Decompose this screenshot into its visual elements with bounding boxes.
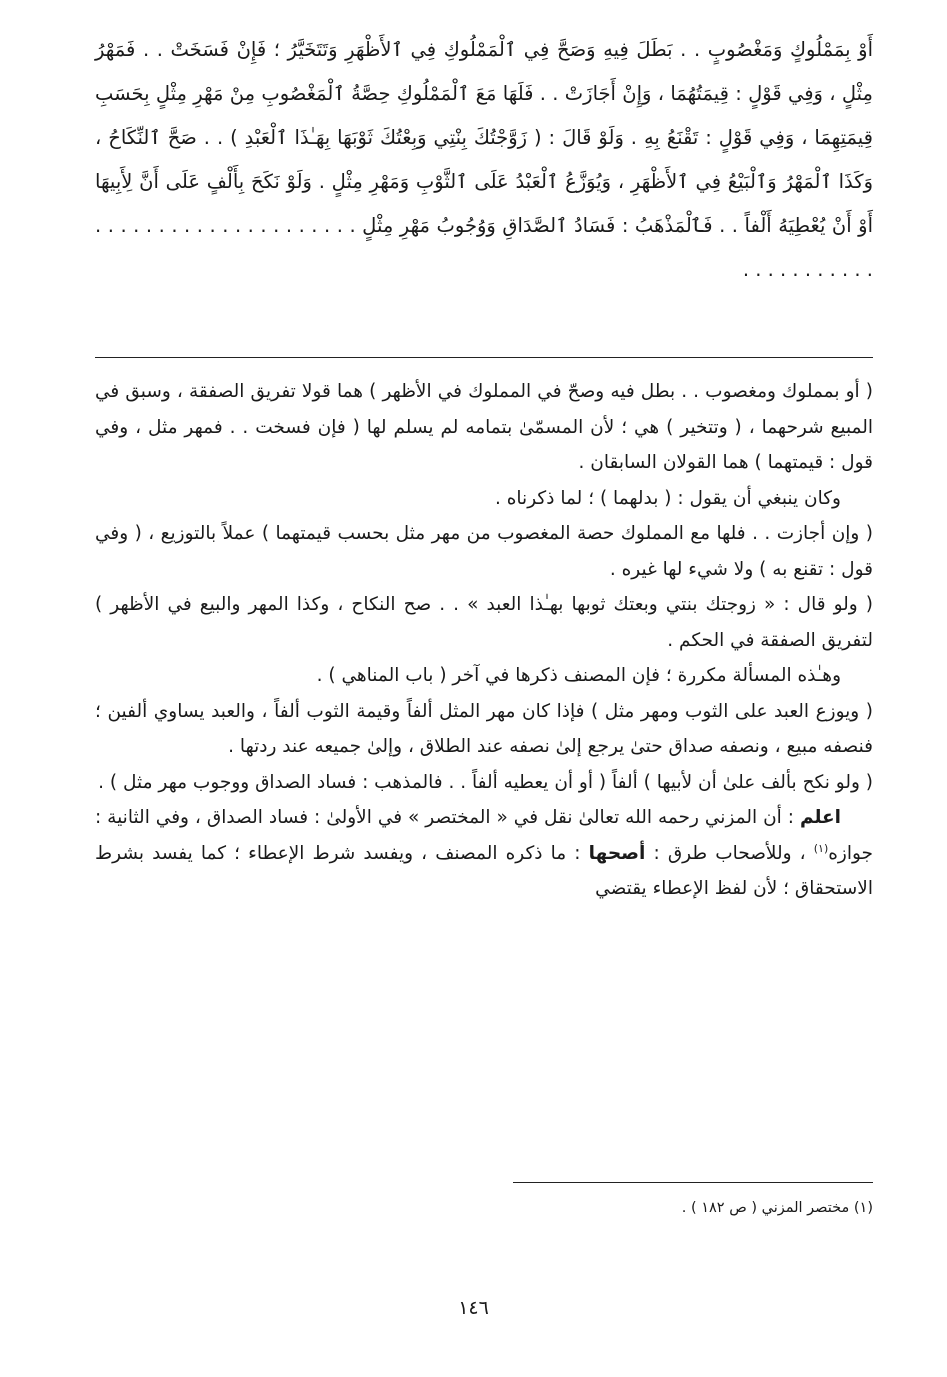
lead-word: اعلم	[799, 807, 841, 828]
sharh-paragraph-3: ( وإن أجازت . . فلها مع المملوك حصة المغصوب من مهر مثل بحسب قيمتهما ) عملاً بالتوزيع ، ( وفي قول : تقنع به ) ولا شيء لها غيره .	[95, 523, 873, 580]
sharh-paragraph-1: ( أو بمملوك ومغصوب . . بطل فيه وصحّ في المملوك في الأظهر ) هما قولا تفريق الصفقة ، وسبق في المبيع شرحهما ، ( وتتخير ) هي ؛ لأن المسمّىٰ بتمامه لم يسلم لها ( فإن فسخت . . فمهر مثل ، وفي قول : قيمتهما ) هما القولان السابقان .	[95, 381, 873, 473]
sharh-paragraph-6: ( ويوزع العبد على الثوب ومهر مثل ) فإذا كان مهر المثل ألفاً وقيمة الثوب ألفاً ، والعبد يساوي ألفين ؛ فنصفه مبيع ، ونصفه صداق حتىٰ يرجع إلىٰ نصفه عند الطلاق ، وإلىٰ جميعه عند ردتها .	[95, 700, 873, 757]
footnote: (١) مختصر المزني ( ص ١٨٢ ) .	[681, 1200, 873, 1216]
sharh-paragraph-4: ( ولو قال : « زوجتك بنتي وبعتك ثوبها بهـٰذا العبد » . . صح النكاح ، وكذا المهر والبيع في الأظهر ) لتفريق الصفقة في الحكم .	[95, 594, 873, 651]
matn-text-block	[95, 28, 873, 292]
text-segment: : ما ذكره المصنف ، ويفسد شرط الإعطاء ؛ كما يفسد بشرط الاستحقاق ؛ لأن لفظ الإعطاء يقتضي	[95, 842, 873, 899]
footnote-reference[interactable]: (١)	[813, 841, 829, 855]
separator-line	[95, 357, 873, 358]
sharh-paragraph-7: ( ولو نكح بألف علىٰ أن لأبيها ) ألفاً ( أو أن يعطيه ألفاً . . فالمذهب : فساد الصداق ووجوب مهر مثل ) .	[98, 771, 873, 793]
footnote-separator	[513, 1182, 873, 1183]
page-number: ١٤٦	[458, 1297, 489, 1319]
matn-paragraph: أَوْ بِمَمْلُوكٍ وَمَغْصُوبٍ . . بَطَلَ فِيهِ وَصَحَّ فِي ٱلْمَمْلُوكِ فِي ٱلأَظْهَرِ وَتَتَخَيَّرُ ؛ فَإِنْ فَسَخَتْ . . فَمَهْرُ مِثْلٍ ، وَفِي قَوْلٍ : قِيمَتُهُمَا ، وَإِنْ أَجَازَتْ . . فَلَهَا مَعَ ٱلْمَمْلُوكِ حِصَّةُ ٱلْمَغْصُوبِ مِنْ مَهْرِ مِثْلٍ بِحَسَبِ قِيمَتِهِمَا ، وَفِي قَوْلٍ : تَقْنَعُ بِهِ . وَلَوْ قَالَ : ( زَوَّجْتُكَ بِنْتِي وَبِعْتُكَ ثَوْبَهَا بِهَـٰذَا ٱلْعَبْدِ ) . . صَحَّ ٱلنِّكَاحُ ، وَكَذَا ٱلْمَهْرُ وَٱلْبَيْعُ فِي ٱلأَظْهَرِ ، وَيُوَزَّعُ ٱلْعَبْدُ عَلَى ٱلثَّوْبِ وَمَهْرِ مِثْلٍ . وَلَوْ نَكَحَ بِأَلْفٍ عَلَى أَنَّ لِأَبِيهَا أَوْ أَنْ يُعْطِيَهُ أَلْفاً . . فَٱلْمَذْهَبُ : فَسَادُ ٱلصَّدَاقِ وَوُجُوبُ مَهْرِ مِثْلٍ . . . . . . . . . . . . . . . . . . . . . . . . . . . . . . . .	[95, 38, 873, 281]
sharh-commentary-block	[95, 374, 873, 907]
bold-term: أصحها	[588, 842, 646, 864]
sharh-paragraph-5: وهـٰذه المسألة مكررة ؛ فإن المصنف ذكرها في آخر ( باب المناهي ) .	[316, 665, 841, 686]
sharh-paragraph-8	[95, 800, 873, 907]
text-segment: ، وللأصحاب طرق :	[645, 842, 814, 864]
text-segment: : أن المزني رحمه الله تعالىٰ نقل في « المختصر » في الأولىٰ : فساد الصداق ، وفي الثانية : جوازه	[95, 807, 873, 864]
sharh-paragraph-2: وكان ينبغي أن يقول : ( بدلهما ) ؛ لما ذكرناه .	[494, 487, 841, 509]
